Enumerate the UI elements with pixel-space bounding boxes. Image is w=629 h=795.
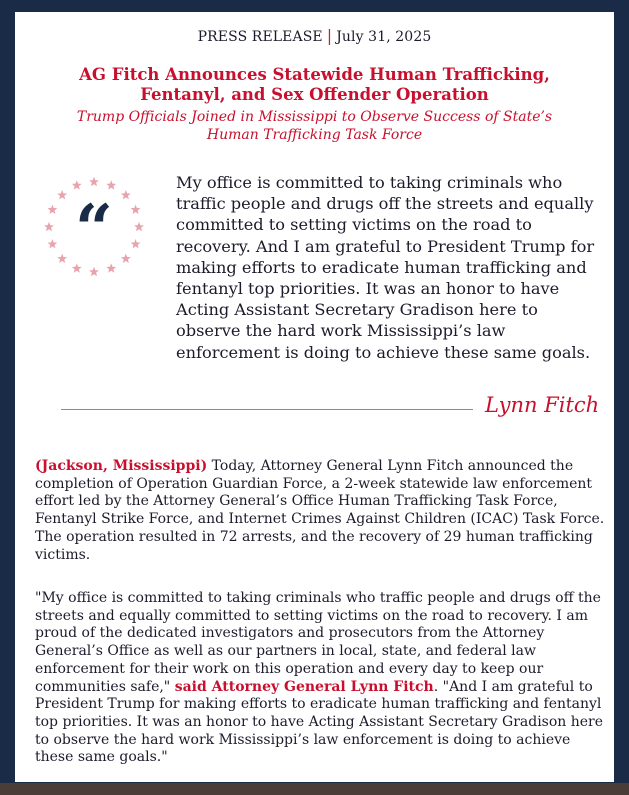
bottom-strip bbox=[0, 783, 629, 795]
star-icon bbox=[57, 190, 67, 199]
subheadline-line-2: Human Trafficking Task Force bbox=[206, 127, 423, 143]
subheadline-line-1: Trump Officials Joined in Mississippi to Observe Success of State’s bbox=[76, 109, 553, 125]
quote-stars-icon bbox=[41, 174, 147, 280]
body-paragraph-1-text: Today, Attorney General Lynn Fitch announced the completion of Operation Guardian Force, a 2-week statewide law enforcement effort led by the Attorney General’s Office Human Trafficking Task Force, Fentanyl Strike Force, and Internet Crimes Against Children (ICAC) Task Force. The operation resulted in 72 arrests, and the recovery of 29 human trafficking victims. bbox=[35, 458, 605, 563]
star-icon bbox=[47, 205, 57, 214]
headline-line-2: Fentanyl, and Sex Offender Operation bbox=[140, 85, 489, 104]
divider-line bbox=[61, 409, 473, 410]
star-icon bbox=[44, 222, 54, 231]
star-icon bbox=[106, 180, 116, 189]
body-paragraph-2-text-b: . "And I am grateful to President Trump for making efforts to eradicate human trafficking and fentanyl top priorities. It was an honor to have Acting Assistant Secretary Gradison here to observe the hard work Mississippi’s law enforcement is doing to achieve these same goals." bbox=[35, 678, 604, 766]
press-release-header bbox=[15, 26, 614, 45]
star-icon bbox=[89, 267, 99, 276]
star-icon bbox=[57, 254, 67, 263]
star-icon bbox=[121, 190, 131, 199]
body-paragraph-2 bbox=[35, 590, 605, 767]
headline-line-1: AG Fitch Announces Statewide Human Trafficking, bbox=[79, 65, 550, 84]
star-icon bbox=[131, 205, 141, 214]
star-icon bbox=[72, 180, 82, 189]
star-icon bbox=[121, 254, 131, 263]
quote-mark-icon: “ bbox=[75, 190, 113, 268]
attribution: said Attorney General Lynn Fitch bbox=[174, 678, 434, 695]
pull-quote-text: My office is committed to taking criminals who traffic people and drugs off the streets and equally committed to setting victims on the road to recovery. And I am grateful to President Trump for making efforts to eradicate human trafficking and fentanyl top priorities. It was an honor to have Acting Assistant Secretary Gradison here to observe the hard work Mississippi’s law enforcement is doing to achieve these same goals. bbox=[176, 173, 595, 362]
star-icon bbox=[131, 239, 141, 248]
body-paragraph-1 bbox=[35, 458, 605, 564]
star-icon bbox=[47, 239, 57, 248]
headline bbox=[45, 65, 584, 105]
press-release-page bbox=[15, 12, 614, 782]
header-label: PRESS RELEASE bbox=[197, 29, 323, 45]
body-paragraph-2-text-a: "My office is committed to taking criminals who traffic people and drugs off the streets and equally committed to setting victims on the road to recovery. I am proud of the dedicated investigators and prosecutors from the Attorney General’s Office as well as our partners in local, state, and federal law enforcement for their work on this operation and every day to keep our communities safe," bbox=[35, 590, 601, 695]
header-separator: | bbox=[326, 26, 333, 45]
header-date: July 31, 2025 bbox=[336, 29, 432, 45]
star-icon bbox=[89, 177, 99, 186]
star-icon bbox=[134, 222, 144, 231]
subheadline bbox=[45, 108, 584, 144]
signature: Lynn Fitch bbox=[485, 393, 600, 417]
dateline: (Jackson, Mississippi) bbox=[35, 458, 208, 474]
